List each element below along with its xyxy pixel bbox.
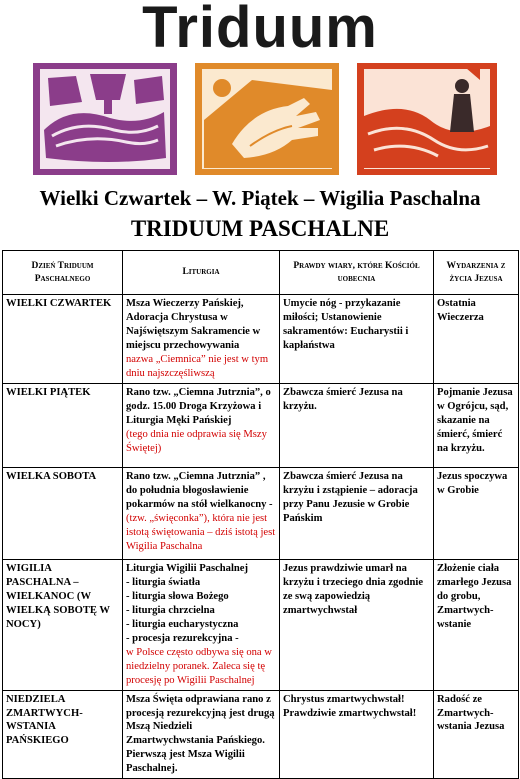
day-cell: WIELKI CZWARTEK	[3, 295, 123, 384]
page-title: TRIDUUM PASCHALNE	[130, 216, 390, 241]
events-cell: Ostatnia Wieczerza	[434, 295, 519, 384]
liturgy-item: - liturgia światła	[126, 576, 201, 588]
day-cell: WIELKA SOBOTA	[3, 467, 123, 559]
liturgy-cell	[123, 559, 280, 690]
header-events: Wydarzenia z życia Jezusa	[434, 251, 519, 295]
table-row	[3, 690, 519, 779]
events-cell: Jezus spoczywa w Grobie	[434, 467, 519, 559]
liturgy-cell	[123, 383, 280, 467]
liturgy-item: - procesja rezurekcyjna -	[126, 632, 239, 644]
table-row	[3, 383, 519, 467]
table-header-row	[3, 251, 519, 295]
hand-artwork	[192, 60, 342, 178]
subtitle-days: Wielki Czwartek – W. Piątek – Wigilia Paschalna	[39, 186, 481, 210]
header-day: Dzień Triduum Paschalnego	[3, 251, 123, 295]
events-cell: Złożenie ciała zmarłego Jezusa do grobu, Zmartwych-wstanie	[434, 559, 519, 690]
liturgy-text: Rano tzw. „Ciemna Jutrznia”, o godz. 15.00 Droga Krzyżowa i Liturgia Męki Pańskiej	[126, 386, 271, 426]
liturgy-item: - liturgia chrzcielna	[126, 604, 215, 616]
liturgy-cell	[123, 467, 280, 559]
day-cell: NIEDZIELA ZMARTWYCH-WSTANIA PAŃSKIEGO	[3, 690, 123, 779]
bread-artwork	[30, 60, 180, 178]
liturgy-text: Rano tzw. „Ciemna Jutrznia” , do południa błogosławienie pokarmów na stół wielkanocny -	[126, 470, 273, 510]
table-row	[3, 559, 519, 690]
logo-title: Triduum	[142, 0, 378, 60]
liturgy-cell: Msza Święta odprawiana rano z procesją rezurekcyjną jest drugą Mszą Niedzieli Zmartwychwstania Pańskiego. Pierwszą jest Msza Wigilii Paschalnej.	[123, 690, 280, 779]
events-cell: Radość ze Zmartwych-wstania Jezusa	[434, 690, 519, 779]
truths-cell: Zbawcza śmierć Jezusa na krzyżu.	[280, 383, 434, 467]
liturgy-cell	[123, 295, 280, 384]
triduum-table	[2, 250, 519, 779]
table-row	[3, 467, 519, 559]
liturgy-note: w Polsce często odbywa się ona w niedzielny poranek. Zaleca się tę procesję po Wigilii Paschalnej	[126, 646, 272, 686]
liturgy-text: Msza Wieczerzy Pańskiej, Adoracja Chrystusa w Najświętszym Sakramencie w miejscu przechowywania	[126, 298, 261, 351]
truths-cell: Umycie nóg - przykazanie miłości; Ustanowienie sakramentów: Eucharystii i kapłaństwa	[280, 295, 434, 384]
truths-cell: Chrystus zmartwychwstał! Prawdziwie zmartwychwstał!	[280, 690, 434, 779]
resurrection-artwork	[354, 60, 500, 178]
artwork-tiles	[30, 60, 500, 178]
truths-cell: Zbawcza śmierć Jezusa na krzyżu i zstąpienie – adoracja przy Panu Jezusie w Grobie Pańskim	[280, 467, 434, 559]
day-cell: WIELKI PIĄTEK	[3, 383, 123, 467]
liturgy-note: nazwa „Ciemnica” nie jest w tym dniu najszczęśliwszą	[126, 353, 269, 379]
liturgy-note: (tzw. „święconka”), która nie jest istotą świętowania – dziś istotą jest Wigilia Paschalna	[126, 512, 276, 552]
liturgy-note: (tego dnia nie odprawia się Mszy Świętej)	[126, 428, 267, 454]
liturgy-item: - liturgia słowa Bożego	[126, 590, 229, 602]
header-liturgy: Liturgia	[123, 251, 280, 295]
events-cell: Pojmanie Jezusa w Ogrójcu, sąd, skazanie na śmierć, śmierć na krzyżu.	[434, 383, 519, 467]
day-cell: WIGILIA PASCHALNA – WIELKANOC (W WIELKĄ SOBOTĘ W NOCY)	[3, 559, 123, 690]
table-row	[3, 295, 519, 384]
header-truths: Prawdy wiary, które Kościół uobecnia	[280, 251, 434, 295]
liturgy-item: - liturgia eucharystyczna	[126, 618, 239, 630]
truths-cell: Jezus prawdziwie umarł na krzyżu i trzeciego dnia zgodnie ze swą zapowiedzią zmartwychwstał	[280, 559, 434, 690]
liturgy-title: Liturgia Wigilii Paschalnej	[126, 562, 249, 574]
